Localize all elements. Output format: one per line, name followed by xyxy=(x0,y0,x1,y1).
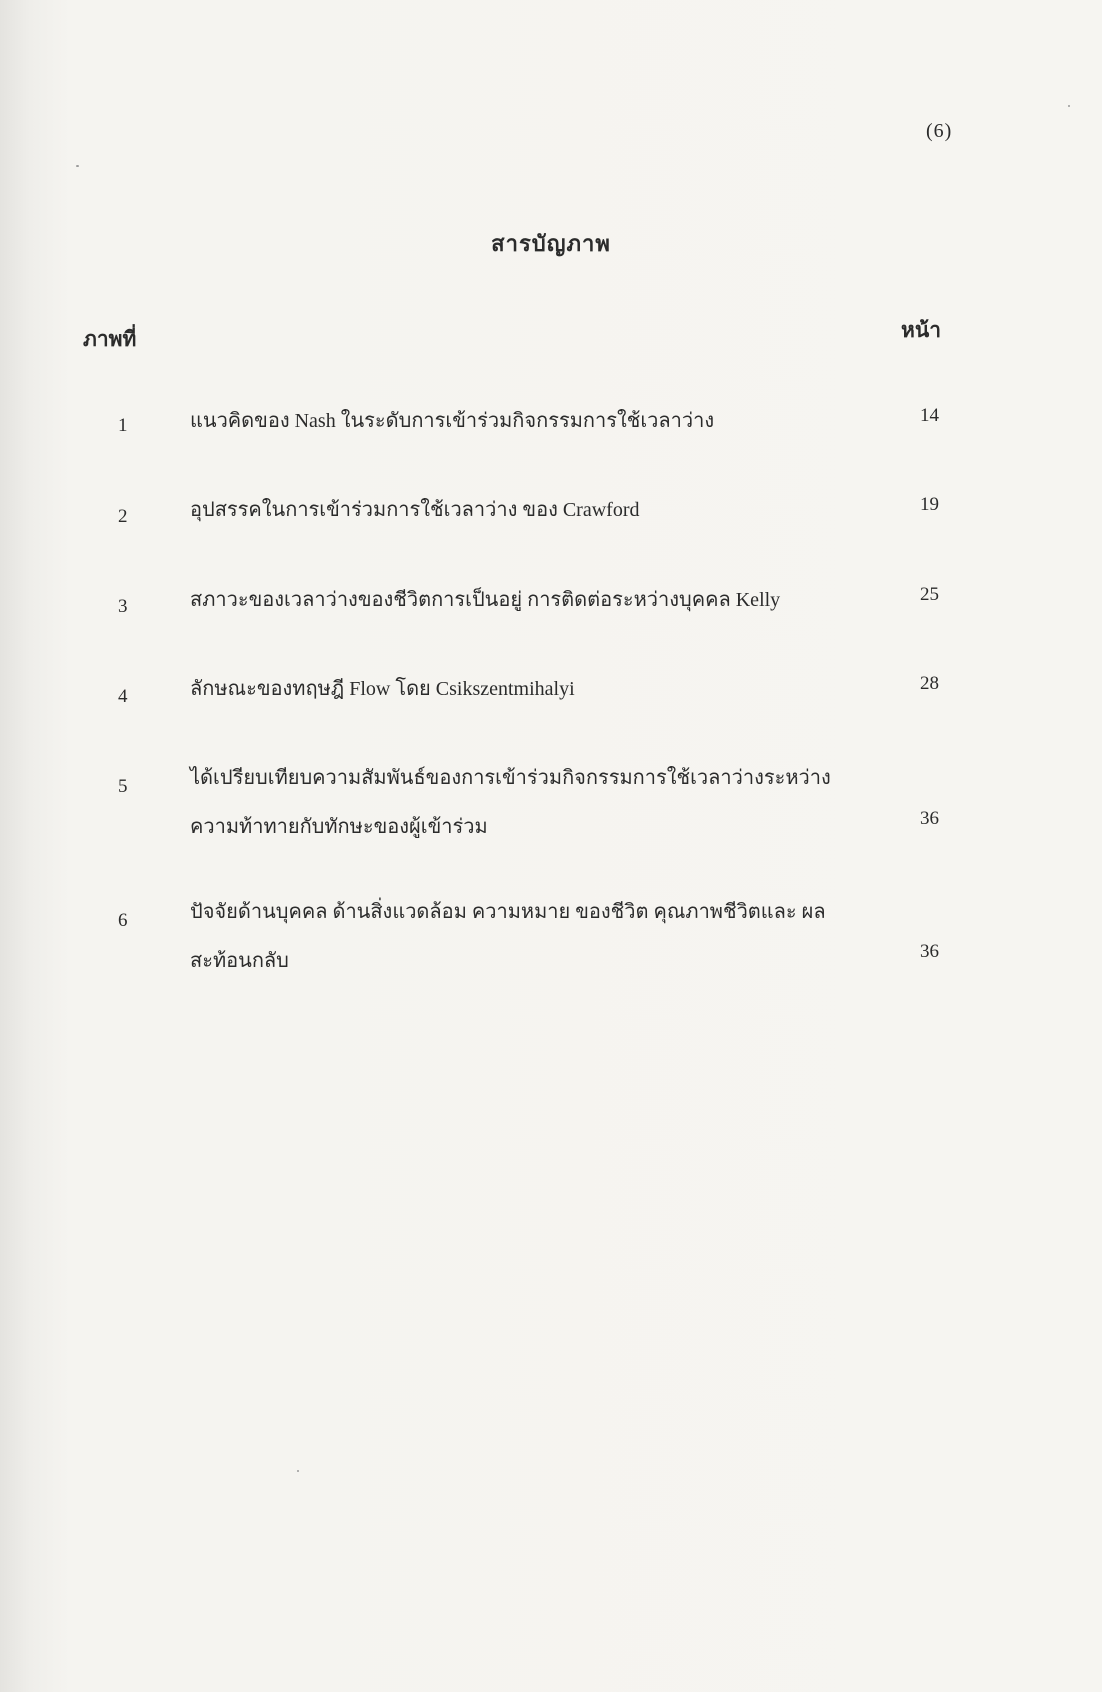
page-title: สารบัญภาพ xyxy=(491,231,611,256)
page-column-header: หน้า xyxy=(901,318,941,342)
figure-page-number: 14 xyxy=(920,405,939,426)
figure-page-number: 36 xyxy=(920,941,939,962)
figure-page-number: 28 xyxy=(920,673,939,694)
figure-caption-line: ลักษณะของทฤษฎี Flow โดย Csikszentmihalyi xyxy=(190,678,575,700)
figure-number: 1 xyxy=(118,415,128,436)
figure-number: 6 xyxy=(118,910,128,931)
scan-speck xyxy=(76,165,79,167)
figure-caption-line: สะท้อนกลับ xyxy=(190,950,289,972)
figure-caption-line: ได้เปรียบเทียบความสัมพันธ์ของการเข้าร่วมกิจกรรมการใช้เวลาว่างระหว่าง xyxy=(190,767,831,789)
figure-number: 3 xyxy=(118,596,128,617)
figure-column-header: ภาพที่ xyxy=(83,327,137,351)
scan-speck xyxy=(297,1470,299,1472)
figure-caption-line: สภาวะของเวลาว่างของชีวิตการเป็นอยู่ การติดต่อระหว่างบุคคล Kelly xyxy=(190,589,781,611)
figure-caption-line: ปัจจัยด้านบุคคล ด้านสิ่งแวดล้อม ความหมาย ของชีวิต คุณภาพชีวิตและ ผล xyxy=(190,901,826,923)
figure-caption-line: แนวคิดของ Nash ในระดับการเข้าร่วมกิจกรรมการใช้เวลาว่าง xyxy=(190,410,715,432)
figure-page-number: 19 xyxy=(920,494,939,515)
page-number: (6) xyxy=(926,120,953,142)
figure-number: 2 xyxy=(118,506,128,527)
figure-number: 4 xyxy=(118,686,128,707)
figure-page-number: 36 xyxy=(920,808,939,829)
figure-number: 5 xyxy=(118,776,128,797)
figure-caption-line: ความท้าทายกับทักษะของผู้เข้าร่วม xyxy=(190,816,488,838)
figure-page-number: 25 xyxy=(920,584,939,605)
figure-caption-line: อุปสรรคในการเข้าร่วมการใช้เวลาว่าง ของ Crawford xyxy=(190,499,640,521)
scan-speck xyxy=(1068,105,1070,107)
